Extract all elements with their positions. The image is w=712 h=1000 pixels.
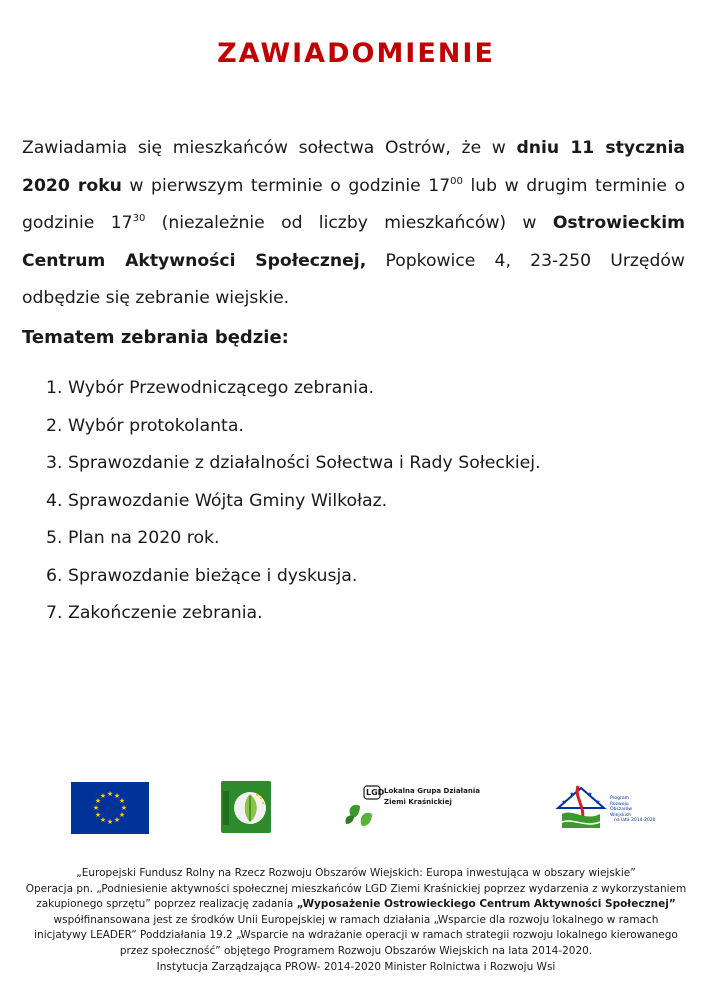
svg-text:★: ★ [120, 804, 128, 812]
intro-paragraph [22, 130, 685, 318]
prow-line1: Program [610, 796, 629, 801]
svg-text:★: ★ [92, 804, 100, 812]
agenda-list [46, 370, 541, 633]
prow-logo [552, 778, 656, 838]
agenda-item: 5. Plan na 2020 rok. [46, 528, 220, 548]
svg-text:★: ★ [118, 797, 126, 805]
leader-logo [221, 781, 271, 837]
intro-text-1: Zawiadamia się mieszkańców sołectwa Ostrów, że w [22, 138, 517, 158]
lgd-name-line2: Ziemi Kraśnickiej [384, 798, 452, 806]
prow-line4: Wiejskich [610, 812, 632, 818]
svg-text:★: ★ [569, 791, 575, 798]
meeting-venue: Ostrowieckim Centrum Aktywności Społecznej, [22, 213, 686, 271]
svg-text:★: ★ [94, 797, 102, 805]
footer-task-name: „Wyposażenie Ostrowieckiego Centrum Aktywności Społecznej” [296, 898, 676, 911]
svg-text:★: ★ [595, 799, 601, 806]
svg-text:★: ★ [118, 811, 126, 819]
agenda-item: 7. Zakończenie zebrania. [46, 603, 263, 623]
intro-text-4: (niezależnie od liczby mieszkańców) w [145, 213, 553, 234]
svg-text:★: ★ [113, 792, 121, 800]
agenda-item: 3. Sprawozdanie z działalności Sołectwa i Rady Sołeckiej. [46, 453, 541, 473]
agenda-item: 4. Sprawozdanie Wójta Gminy Wilkołaz. [46, 490, 388, 511]
meeting-date: dniu 11 stycznia 2020 roku [22, 138, 685, 196]
footer-text: zakupionego sprzętu” poprzez realizację zadania [36, 898, 297, 911]
footer-line: Instytucja Zarządzająca PROW- 2014-2020 Minister Rolnictwa i Rozwoju Wsi [156, 960, 556, 973]
agenda-item: 2. Wybór protokolanta. [46, 415, 244, 436]
intro-text-2: w pierwszym terminie o godzinie 17 [121, 175, 451, 196]
footer-line: współfinansowana jest ze środków Unii Europejskiej w ramach działania „Wsparcie dla rozwoju lokalnego w ramach [53, 913, 659, 926]
lgd-name-line1: Lokalna Grupa Działania [384, 787, 480, 795]
prow-text [610, 796, 656, 824]
page-title: ZAWIADOMIENIE [217, 38, 495, 69]
eu-flag-logo [71, 782, 149, 838]
svg-text:★: ★ [106, 790, 114, 798]
logo-strip [0, 770, 712, 840]
time-minutes-2: 30 [132, 213, 146, 225]
prow-line5: na lata 2014-2020 [614, 818, 656, 823]
svg-text:★: ★ [94, 811, 102, 819]
lgd-logo [342, 784, 492, 836]
footer-line: przez społeczność” objętego Programem Rozwoju Obszarów Wiejskich na lata 2014-2020. [119, 944, 593, 957]
footer-line: inicjatywy LEADER” Poddziałania 19.2 „Wsparcie na wdrażanie operacji w ramach strategii rozwoju lokalnego kierowanego [34, 929, 678, 942]
prow-line2: Rozwoju [610, 801, 629, 807]
intro-text-5: Popkowice 4, 23-250 Urzędów odbędzie się zebranie wiejskie. [22, 250, 685, 309]
lgd-mark: LGD [366, 788, 385, 797]
svg-text:★: ★ [113, 816, 121, 824]
svg-text:★: ★ [587, 791, 593, 798]
svg-text:★: ★ [561, 799, 567, 806]
agenda-item: 1. Wybór Przewodniczącego zebrania. [46, 378, 375, 398]
footer-line: „Europejski Fundusz Rolny na Rzecz Rozwoju Obszarów Wiejskich: Europa inwestująca w obszary wiejskie” [76, 867, 636, 879]
footer-line [0, 897, 712, 913]
footer-line: Operacja pn. „Podniesienie aktywności społecznej mieszkańców LGD Ziemi Kraśnickiej poprzez wydarzenia z wykorzystaniem [25, 882, 687, 895]
svg-text:★: ★ [99, 816, 107, 824]
agenda-item: 6. Sprawozdanie bieżące i dyskusja. [46, 565, 358, 586]
funding-footer [0, 866, 712, 975]
svg-text:★: ★ [99, 792, 107, 800]
svg-text:★: ★ [106, 818, 114, 826]
time-minutes-1: 00 [450, 175, 463, 187]
prow-line3: Obszarów [610, 807, 633, 812]
topic-heading: Tematem zebrania będzie: [22, 327, 289, 348]
intro-text-3: lub w drugim terminie o godzinie 17 [22, 175, 685, 234]
